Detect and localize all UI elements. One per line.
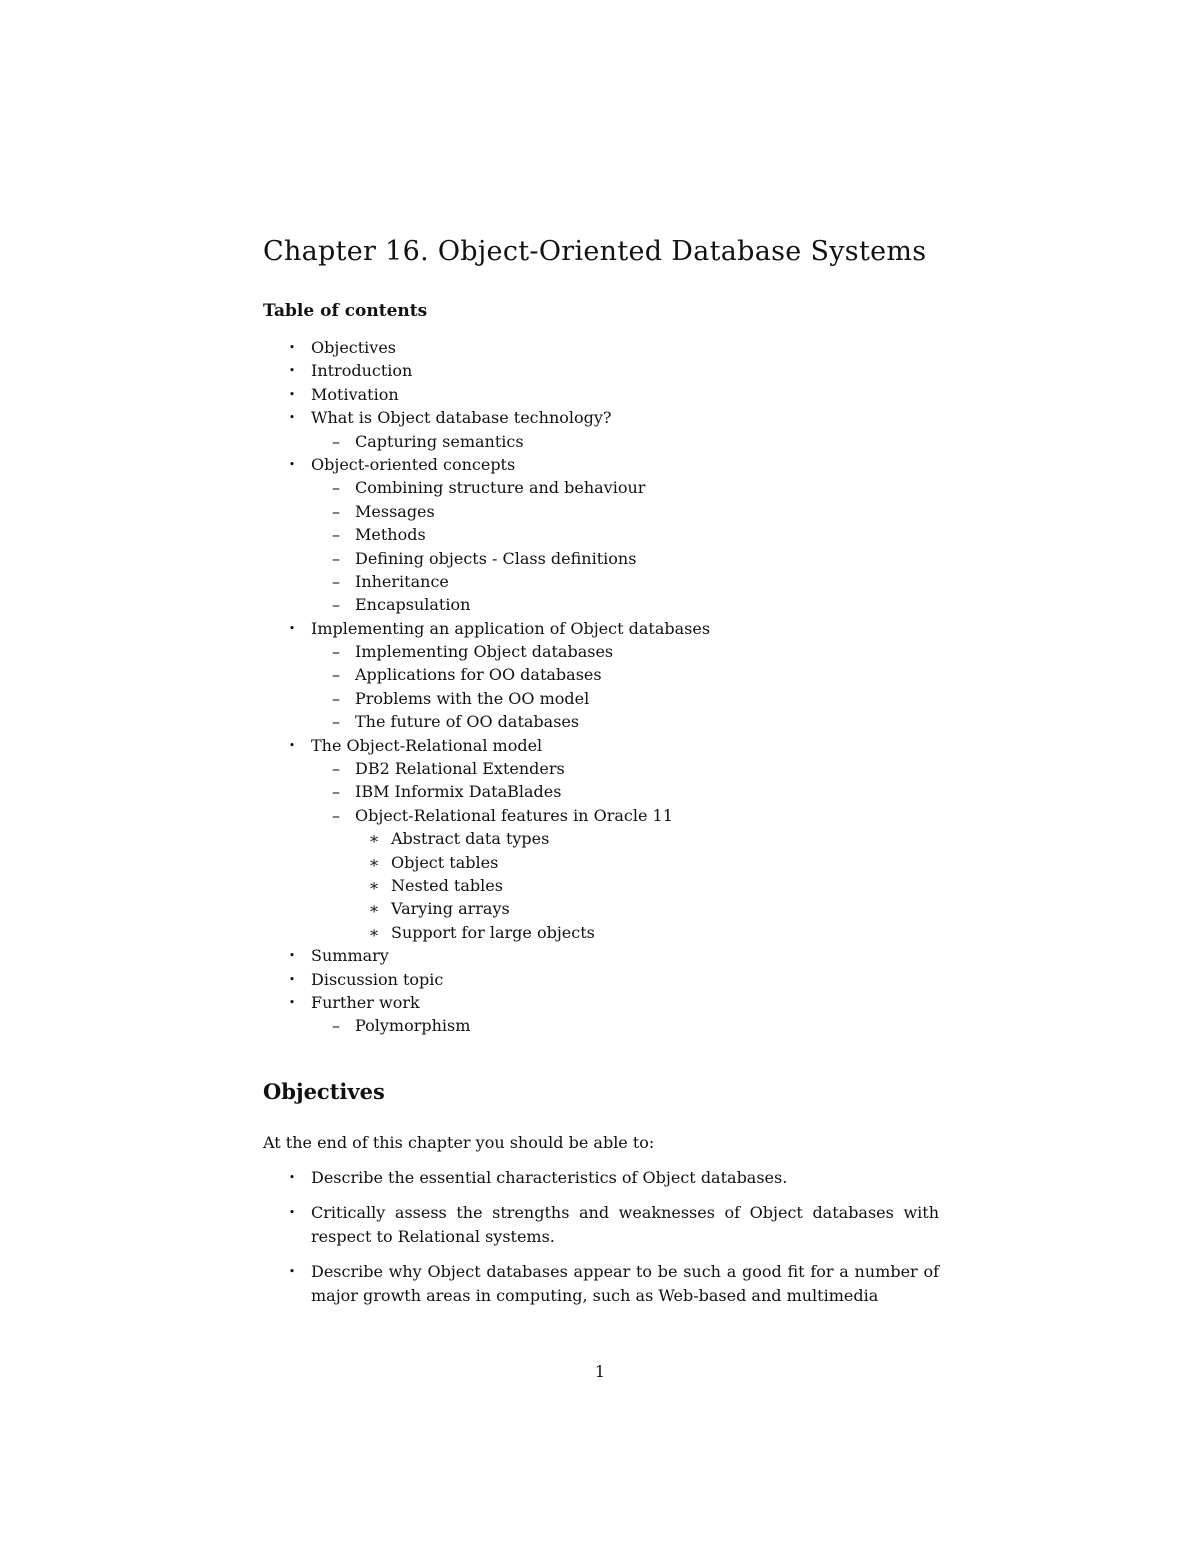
toc-item-text: Further work	[311, 992, 420, 1012]
toc-item-text: Implementing an application of Object databases	[311, 618, 711, 638]
list-marker: –	[332, 548, 340, 568]
page-number: 1	[594, 1362, 606, 1381]
list-marker: •	[288, 457, 296, 471]
toc-item-text: Summary	[311, 946, 389, 966]
objective-item	[263, 1166, 939, 1189]
toc-item-level-2	[263, 476, 943, 499]
list-marker: •	[288, 738, 296, 752]
toc-item-text: Objectives	[311, 338, 397, 357]
list-marker: –	[332, 665, 340, 685]
toc-item-level-1	[263, 617, 943, 640]
list-marker: –	[332, 525, 340, 545]
toc-item-level-3	[263, 897, 943, 920]
toc-item-text: Methods	[355, 525, 426, 545]
toc-item-text: Nested tables	[391, 875, 503, 895]
list-marker: –	[332, 501, 340, 521]
toc-item-level-2	[263, 663, 943, 686]
objective-item	[263, 1260, 939, 1307]
list-marker: –	[332, 478, 340, 498]
toc-item-text: Problems with the OO model	[355, 688, 590, 708]
toc-item-text: Object-oriented concepts	[311, 454, 516, 474]
list-marker: •	[288, 949, 296, 963]
toc-item-level-1	[263, 991, 943, 1014]
toc-item-level-1	[263, 336, 943, 359]
toc-item-level-3	[263, 921, 943, 944]
toc-item-text: Object tables	[391, 852, 499, 872]
list-marker: –	[332, 642, 340, 662]
table-of-contents	[263, 336, 943, 1038]
list-marker: ∗	[368, 852, 380, 872]
toc-item-text: What is Object database technology?	[311, 408, 612, 428]
toc-item-level-2	[263, 523, 943, 546]
objective-text: Describe why Object databases appear to be such a good fit for a number of major growth areas in computing, such as Web-based and multimedia	[311, 1262, 939, 1305]
toc-item-text: Polymorphism	[355, 1016, 471, 1036]
toc-item-text: Varying arrays	[391, 899, 510, 919]
toc-item-level-1	[263, 944, 943, 967]
toc-item-text: Defining objects - Class definitions	[355, 548, 637, 568]
toc-item-text: Object-Relational features in Oracle 11	[355, 805, 673, 825]
list-marker: •	[288, 387, 296, 401]
list-marker: –	[332, 1016, 340, 1036]
list-marker: –	[332, 595, 340, 615]
objectives-intro: At the end of this chapter you should be able to:	[263, 1133, 655, 1152]
list-marker: ∗	[368, 829, 380, 849]
list-marker: •	[288, 1206, 296, 1220]
toc-item-text: Support for large objects	[391, 922, 595, 942]
toc-item-text: Implementing Object databases	[355, 642, 614, 662]
objective-item	[263, 1201, 939, 1248]
list-marker: •	[288, 411, 296, 425]
toc-item-level-3	[263, 874, 943, 897]
toc-item-level-1	[263, 734, 943, 757]
list-marker: •	[288, 621, 296, 635]
toc-item-text: The Object-Relational model	[311, 735, 543, 755]
list-marker: •	[288, 1265, 296, 1279]
list-marker: –	[332, 688, 340, 708]
toc-item-level-3	[263, 851, 943, 874]
list-marker: –	[332, 759, 340, 779]
toc-item-text: Motivation	[311, 384, 399, 404]
list-marker: –	[332, 782, 340, 802]
toc-item-level-2	[263, 640, 943, 663]
list-marker: •	[288, 1171, 296, 1184]
toc-item-text: Introduction	[311, 361, 413, 381]
list-marker: ∗	[368, 875, 380, 895]
list-marker: –	[332, 431, 340, 451]
toc-item-level-1	[263, 406, 943, 429]
toc-item-level-2	[263, 1014, 943, 1037]
objective-text: Critically assess the strengths and weaknesses of Object databases with respect to Relational systems.	[311, 1203, 939, 1246]
toc-item-text: The future of OO databases	[355, 712, 580, 732]
toc-item-level-2	[263, 547, 943, 570]
toc-heading: Table of contents	[263, 301, 428, 321]
toc-item-level-2	[263, 780, 943, 803]
toc-item-level-2	[263, 593, 943, 616]
chapter-title: Chapter 16. Object-Oriented Database Systems	[263, 236, 927, 267]
list-marker: •	[288, 364, 296, 378]
toc-item-text: Inheritance	[355, 571, 449, 591]
toc-item-text: Capturing semantics	[355, 431, 524, 451]
toc-item-text: Discussion topic	[311, 969, 444, 989]
toc-item-level-2	[263, 804, 943, 827]
toc-item-text: Encapsulation	[355, 595, 471, 615]
list-marker: –	[332, 571, 340, 591]
toc-item-level-2	[263, 570, 943, 593]
toc-item-text: IBM Informix DataBlades	[355, 782, 562, 802]
list-marker: ∗	[368, 899, 380, 919]
list-marker: •	[288, 972, 296, 986]
toc-item-text: Messages	[355, 501, 435, 521]
list-marker: –	[332, 712, 340, 732]
objectives-heading: Objectives	[263, 1079, 385, 1104]
toc-item-text: Applications for OO databases	[355, 665, 602, 685]
list-marker: •	[288, 995, 296, 1009]
toc-item-level-2	[263, 687, 943, 710]
toc-item-level-1	[263, 359, 943, 382]
toc-item-text: Combining structure and behaviour	[355, 478, 646, 498]
list-marker: ∗	[368, 922, 380, 942]
toc-item-level-1	[263, 968, 943, 991]
toc-item-level-2	[263, 500, 943, 523]
list-marker: –	[332, 805, 340, 825]
toc-item-level-2	[263, 430, 943, 453]
objectives-list	[263, 1166, 939, 1319]
toc-item-text: Abstract data types	[391, 829, 550, 849]
toc-item-level-1	[263, 383, 943, 406]
toc-item-level-3	[263, 827, 943, 850]
list-marker: •	[288, 341, 296, 354]
toc-item-text: DB2 Relational Extenders	[355, 759, 565, 779]
toc-item-level-1	[263, 453, 943, 476]
toc-item-level-2	[263, 757, 943, 780]
toc-item-level-2	[263, 710, 943, 733]
objective-text: Describe the essential characteristics of Object databases.	[311, 1168, 788, 1187]
